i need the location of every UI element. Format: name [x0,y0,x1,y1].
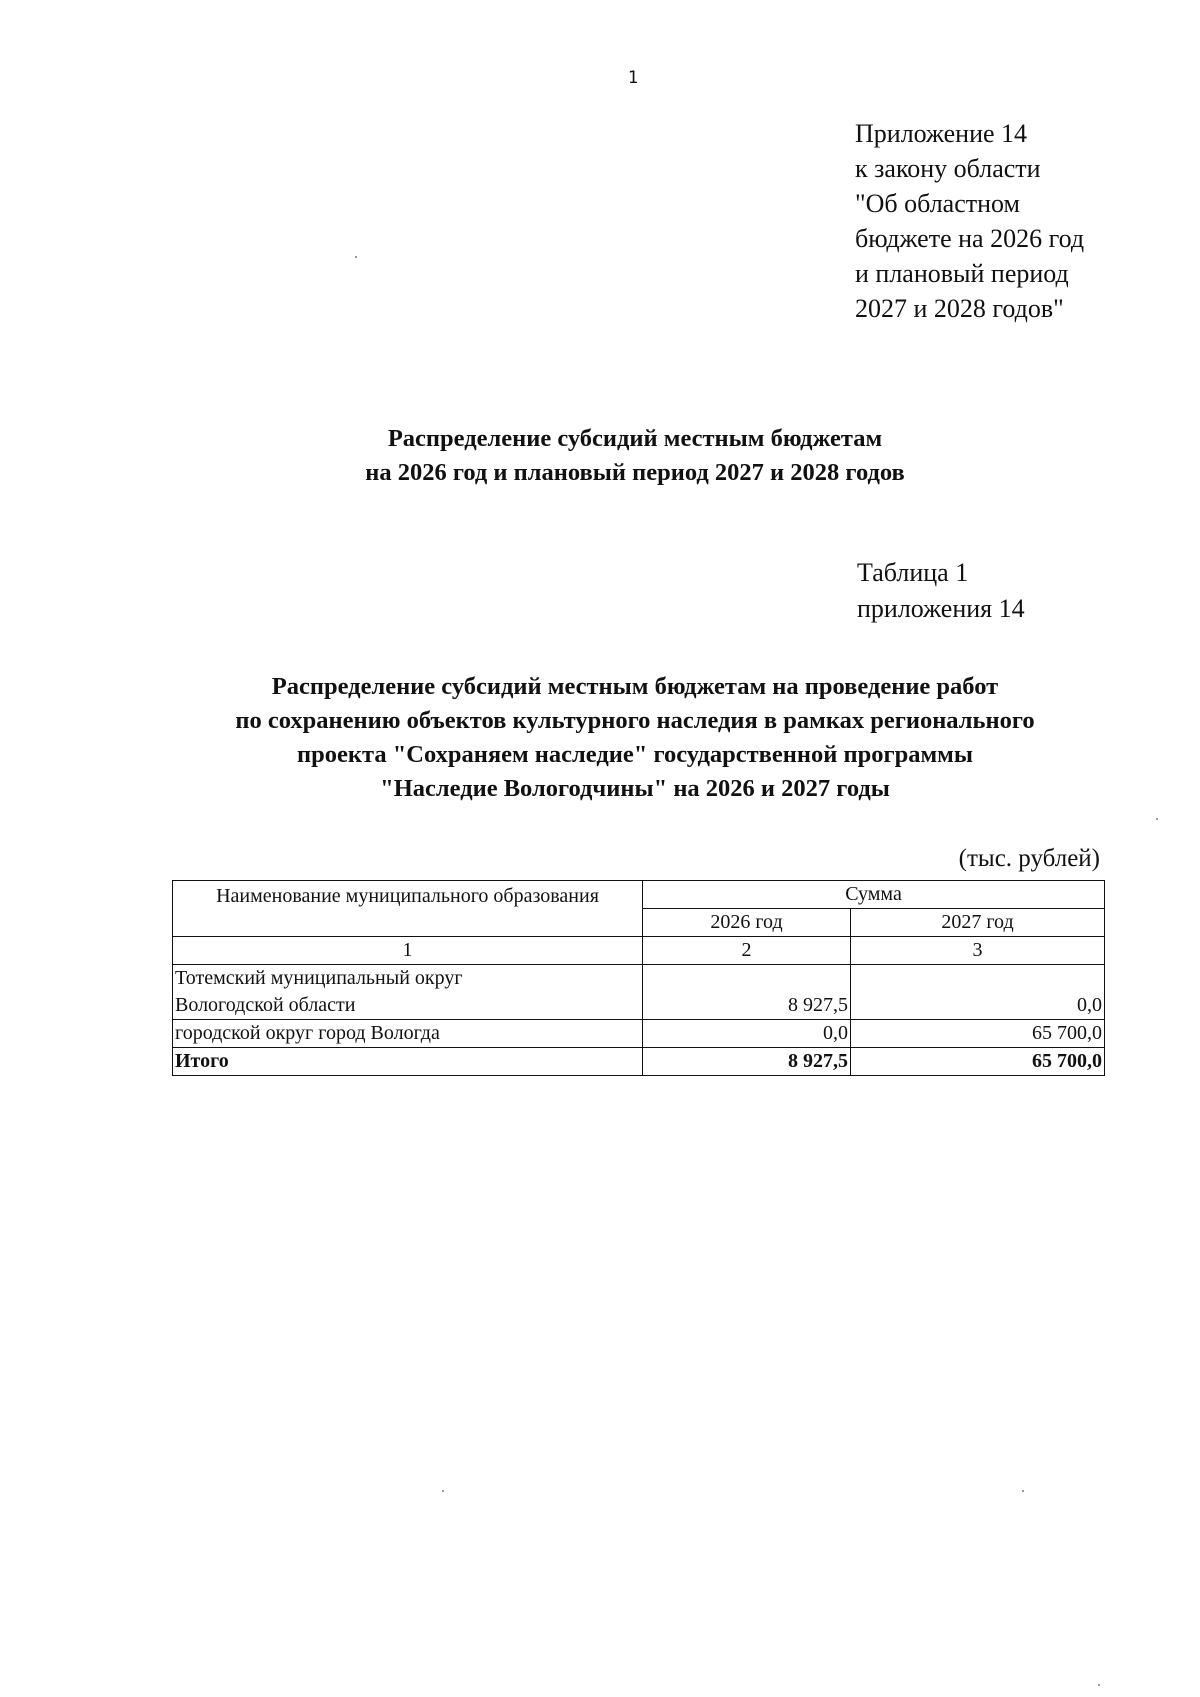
appendix-note-line: Приложение 14 [855,119,1028,148]
scan-speck [1022,1490,1024,1492]
amount-2027-cell: 65 700,0 [851,1020,1105,1048]
municipality-name-cell [173,965,643,1020]
scan-speck [442,1490,444,1492]
amount-2026-cell: 0,0 [643,1020,851,1048]
total-2026-cell: 8 927,5 [643,1048,851,1076]
header-year-2026: 2026 год [643,909,851,937]
amount-2026-cell: 8 927,5 [643,965,851,1020]
appendix-note-line: и плановый период [855,259,1069,288]
header-year-2027: 2027 год [851,909,1105,937]
header-name-cell: Наименование муниципального образования [173,881,643,937]
municipality-name-line: Вологодской области [175,994,356,1016]
scan-speck [1098,1684,1100,1686]
main-title-line: Распределение субсидий местным бюджетам [387,425,883,452]
appendix-note-line: 2027 и 2028 годов" [855,294,1064,323]
table-title-line: "Наследие Вологодчины" на 2026 и 2027 годы [380,775,890,802]
total-2027-cell: 65 700,0 [851,1048,1105,1076]
column-numbers-row [173,937,1105,965]
municipality-name-line: Тотемский муниципальный округ [175,967,463,989]
main-title-line: на 2026 год и плановый период 2027 и 2028 годов [365,459,905,486]
column-number: 2 [643,937,851,965]
main-title [270,422,1000,490]
appendix-note-line: "Об областном [855,189,1020,218]
table-row [173,965,1105,1020]
table-note-line: приложения 14 [857,594,1025,623]
column-number: 3 [851,937,1105,965]
total-label-cell: Итого [173,1048,643,1076]
table-header-row [173,881,1105,909]
appendix-note [855,116,1175,326]
total-row [173,1048,1105,1076]
scan-speck [1156,818,1158,820]
table-row [173,1020,1105,1048]
table-title-line: проекта "Сохраняем наследие" государственной программы [297,741,973,768]
appendix-note-line: к закону области [855,154,1041,183]
subsidy-distribution-table [172,880,1105,1076]
table-title-line: по сохранению объектов культурного наследия в рамках регионального [235,707,1035,734]
table-note [857,555,1117,627]
amount-2027-cell: 0,0 [851,965,1105,1020]
table-title-line: Распределение субсидий местным бюджетам на проведение работ [271,673,999,700]
column-number: 1 [173,937,643,965]
table-note-line: Таблица 1 [857,558,969,587]
table-title [150,670,1120,806]
scan-speck [355,256,357,258]
units-label: (тыс. рублей) [958,845,1100,872]
municipality-name-cell: городской округ город Вологда [173,1020,643,1048]
header-sum-cell: Сумма [643,881,1105,909]
page-number: 1 [627,68,639,88]
appendix-note-line: бюджете на 2026 год [855,224,1085,253]
